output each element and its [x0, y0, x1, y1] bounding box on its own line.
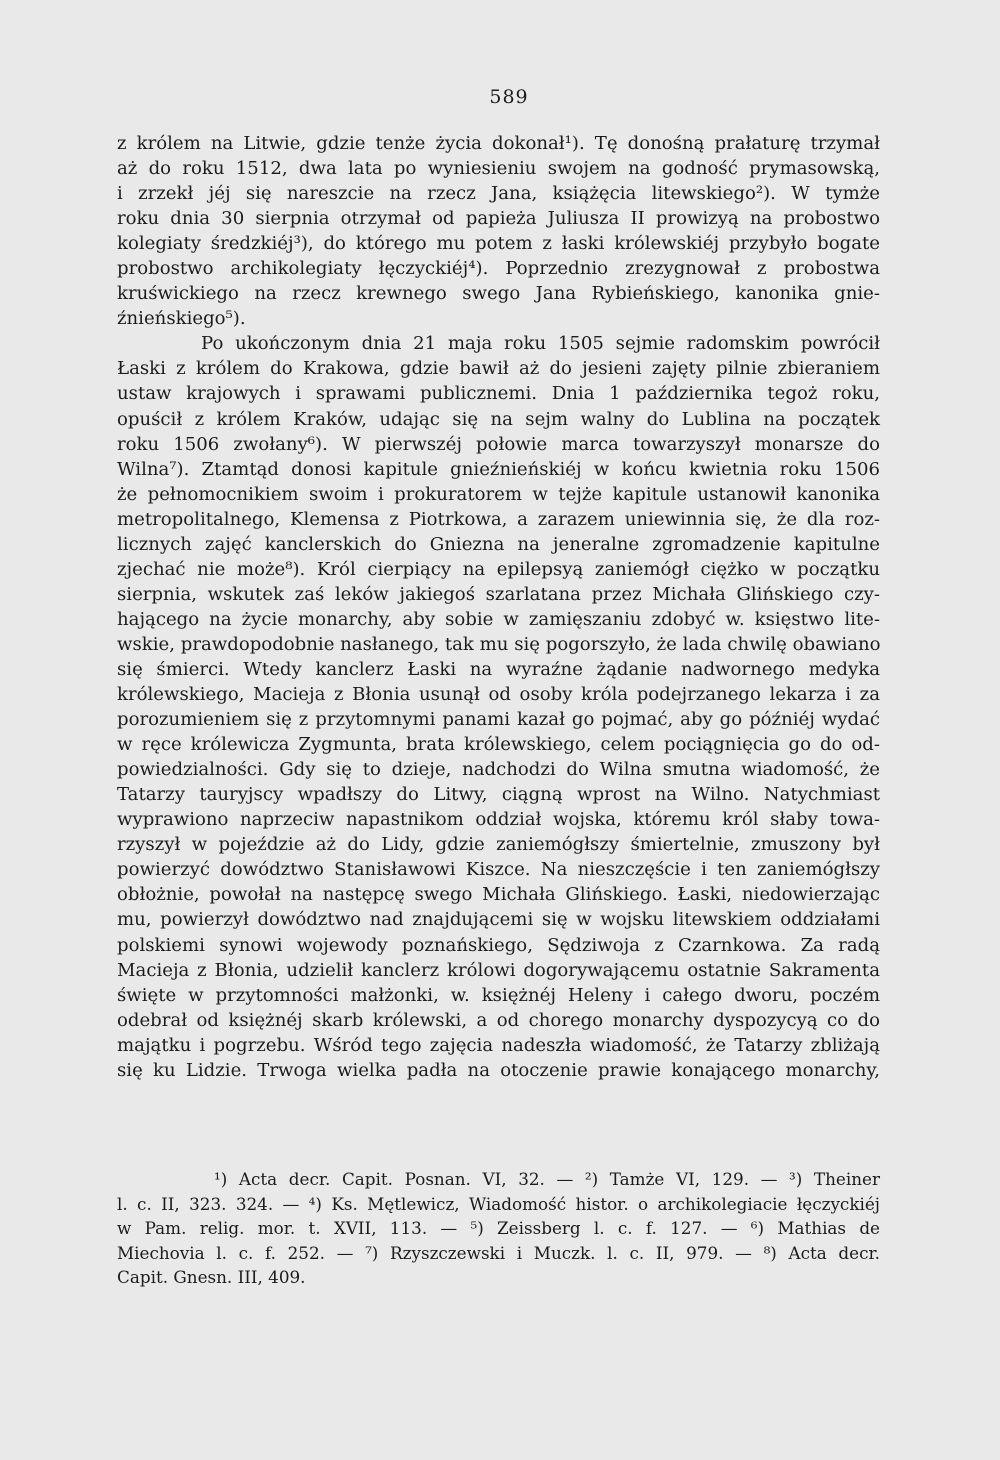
text-line: hającego na życie monarchy, aby sobie w zamięszaniu zdobyć w. księstwo lite-: [117, 608, 880, 630]
footnotes: [117, 1167, 880, 1290]
text-line: kruświckiego na rzecz krewnego swego Jana Rybieńskiego, kanonika gnie-: [117, 283, 880, 305]
text-line: opuścił z królem Kraków, udając się na sejm walny do Lublina na początek: [117, 408, 880, 430]
text-line: Po ukończonym dnia 21 maja roku 1505 sejmie radomskim powrócił: [201, 333, 880, 355]
text-line: polskiemi synowi wojewody poznańskiego, Sędziwoja z Czarnkowa. Za radą: [117, 934, 880, 956]
footnote-line: ¹) Acta decr. Capit. Posnan. VI, 32. — ²) Tamże VI, 129. — ³) Theiner: [214, 1169, 880, 1189]
text-line: probostwo archikolegiaty łęczyckiéj⁴). Poprzednio zrezygnował z probostwa: [117, 258, 880, 280]
text-line: królewskiego, Macieja z Błonia usunął od osoby króla podejrzanego lekarza i za: [117, 684, 880, 706]
text-line: licznych zajęć kanclerskich do Gniezna na jeneralne zgromadzenie kapitulne: [117, 533, 880, 555]
text-line: ustaw krajowych i sprawami publicznemi. Dnia 1 października tegoż roku,: [117, 383, 880, 405]
text-line: powiedzialności. Gdy się to dzieje, nadchodzi do Wilna smutna wiadomość, że: [117, 759, 880, 781]
body-text: [117, 131, 880, 1083]
text-line: majątku i pogrzebu. Wśród tego zajęcia nadeszła wiadomość, że Tatarzy zbliżają: [117, 1034, 880, 1056]
text-line: odebrał od księżnéj skarb królewski, a od chorego monarchy dyspozycyą co do: [117, 1009, 880, 1031]
text-line: kolegiaty średzkiéj³), do którego mu potem z łaski królewskiéj przybyło bogate: [117, 233, 880, 255]
text-line: aż do roku 1512, dwa lata po wyniesieniu swojem na godność prymasowską,: [117, 158, 880, 180]
text-line: Wilna⁷). Ztamtąd donosi kapitule gnieźnieńskiéj w końcu kwietnia roku 1506: [117, 458, 880, 480]
text-line: święte w przytomności małżonki, w. księżnéj Heleny i całego dworu, poczém: [117, 984, 880, 1006]
text-line: sierpnia, wskutek zaś leków jakiegoś szarlatana przez Michała Glińskiego czy-: [117, 583, 880, 605]
footnote-line: Miechovia l. c. f. 252. — ⁷) Rzyszczewski i Muczk. l. c. II, 979. — ⁸) Acta decr.: [117, 1242, 880, 1263]
text-line: Łaski z królem do Krakowa, gdzie bawił aż do jesieni zajęty pilnie zbieraniem: [117, 358, 880, 380]
text-line: mu, powierzył dowództwo nad znajdującemi się w wojsku litewskiem oddziałami: [117, 909, 880, 931]
text-line: wyprawiono naprzeciw napastnikom oddział wojska, któremu król słaby towa-: [117, 809, 880, 831]
text-line: z królem na Litwie, gdzie tenże życia dokonał¹). Tę donośną prałaturę trzymał: [117, 133, 880, 154]
text-line: źnieńskiego⁵).: [117, 308, 246, 330]
text-line: wskie, prawdopodobnie nasłanego, tak mu się pogorszyło, że lada chwilę obawiano: [117, 633, 881, 655]
text-line: powierzyć dowództwo Stanisławowi Kiszce. Na nieszczęście i ten zaniemógłszy: [117, 859, 880, 881]
footnote-line: w Pam. relig. mor. t. XVII, 113. — ⁵) Zeissberg l. c. f. 127. — ⁶) Mathias de: [117, 1218, 880, 1239]
text-line: się śmierci. Wtedy kanclerz Łaski na wyraźne żądanie nadwornego medyka: [117, 658, 880, 680]
text-line: Macieja z Błonia, udzielił kanclerz królowi dogorywającemu ostatnie Sakramenta: [117, 959, 880, 981]
text-line: metropolitalnego, Klemensa z Piotrkowa, a zarazem uniewinnia się, że dla roz-: [117, 508, 880, 530]
text-line: roku 1506 zwołany⁶). W pierwszéj połowie marca towarzyszył monarsze do: [117, 433, 880, 455]
text-line: w ręce królewicza Zygmunta, brata królewskiego, celem pociągnięcia go do od-: [117, 734, 880, 756]
text-line: porozumieniem się z przytomnymi panami kazał go pojmać, aby go późniéj wydać: [117, 709, 880, 731]
text-line: roku dnia 30 sierpnia otrzymał od papieża Juliusza II prowizyą na probostwo: [117, 208, 880, 230]
text-line: zjechać nie może⁸). Król cierpiący na epilepsyą zaniemógł ciężko w początku: [117, 558, 880, 580]
text-line: się ku Lidzie. Trwoga wielka padła na otoczenie prawie konającego monarchy,: [117, 1059, 880, 1081]
text-line: i zrzekł jéj się nareszcie na rzecz Jana, książęcia litewskiego²). W tymże: [117, 183, 880, 205]
footnote-line: Capit. Gnesn. III, 409.: [117, 1267, 306, 1288]
text-line: obłożnie, powołał na następcę swego Michała Glińskiego. Łaski, niedowierzając: [117, 884, 880, 906]
page-number: 589: [489, 86, 529, 108]
text-line: Tatarzy tauryjscy wpadłszy do Litwy, ciągną wprost na Wilno. Natychmiast: [117, 784, 880, 806]
text-line: rzyszył w pojeździe aż do Lidy, gdzie zaniemógłszy śmiertelnie, zmuszony był: [117, 834, 880, 856]
footnote-line: l. c. II, 323. 324. — ⁴) Ks. Mętlewicz, Wiadomość histor. o archikolegiacie łęczyckiéj: [117, 1193, 880, 1214]
text-line: że pełnomocnikiem swoim i prokuratorem w tejże kapitule ustanowił kanonika: [117, 483, 880, 505]
